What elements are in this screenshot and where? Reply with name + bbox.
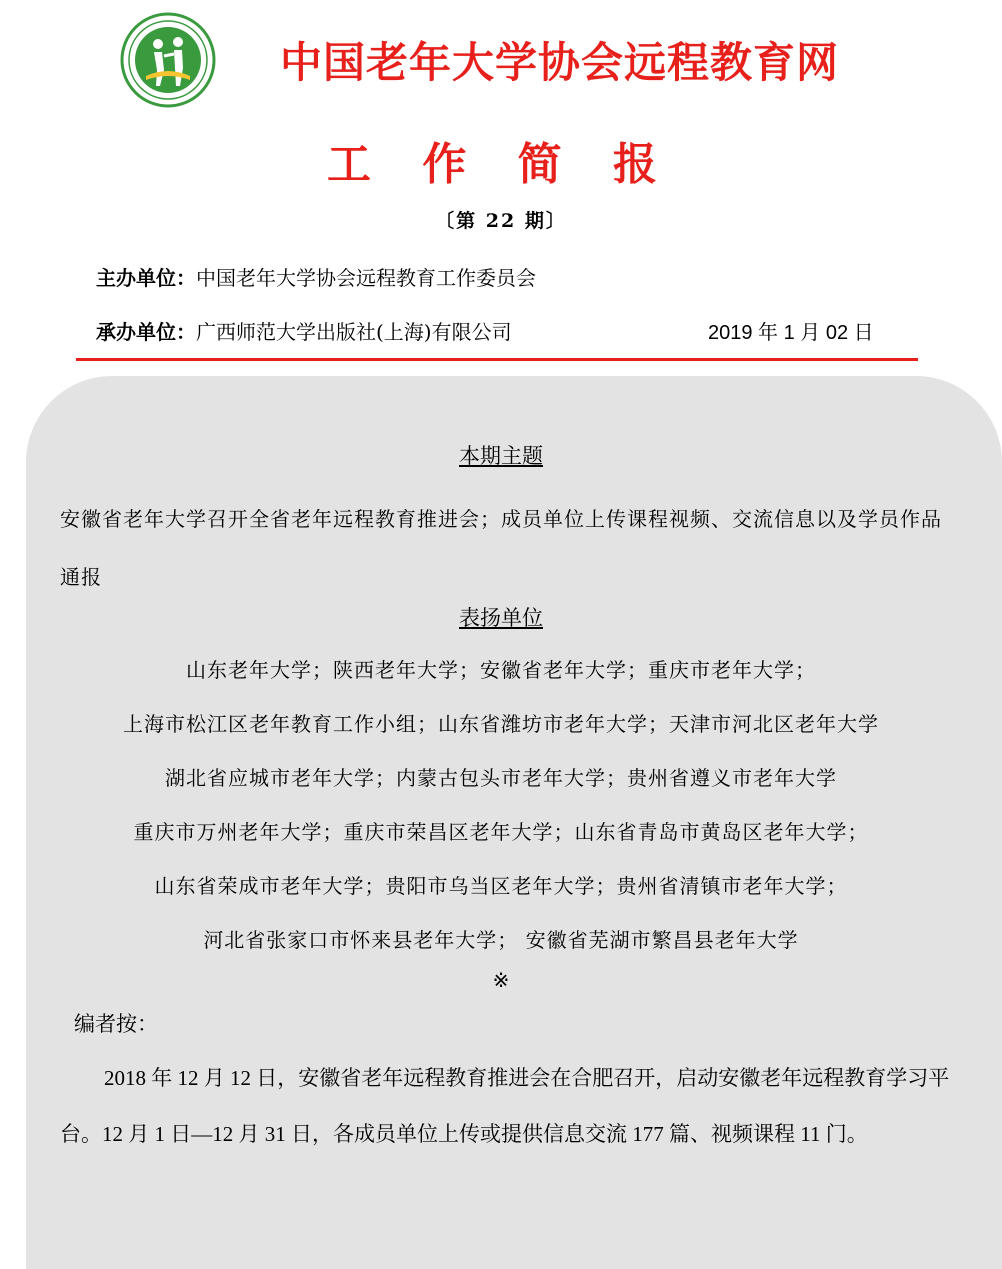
theme-text: 安徽省老年大学召开全省老年远程教育推进会；成员单位上传课程视频、交流信息以及学员作品通报: [60, 507, 942, 589]
host-value: 中国老年大学协会远程教育工作委员会: [196, 266, 536, 290]
host-row: [96, 262, 536, 291]
section-separator: ※: [492, 968, 510, 992]
issue-number: 〔第 22 期〕: [435, 210, 567, 232]
org-title: 中国老年大学协会远程教育网: [280, 38, 840, 87]
association-logo: [120, 12, 216, 108]
issue-date: 2019 年 1 月 02 日: [708, 322, 874, 344]
editor-note-heading: 编者按：: [74, 1012, 158, 1036]
organizer-label: 承办单位：: [96, 320, 196, 344]
praise-line: 湖北省应城市老年大学；内蒙古包头市老年大学；贵州省遵义市老年大学: [165, 766, 837, 790]
praise-line: 上海市松江区老年教育工作小组；山东省潍坊市老年大学；天津市河北区老年大学: [123, 712, 879, 736]
praise-line: 河北省张家口市怀来县老年大学； 安徽省芜湖市繁昌县老年大学: [203, 928, 799, 952]
organizer-value: 广西师范大学出版社(上海)有限公司: [196, 320, 512, 344]
praise-line: 重庆市万州老年大学；重庆市荣昌区老年大学；山东省青岛市黄岛区老年大学；: [133, 820, 869, 844]
theme-heading: 本期主题: [459, 444, 543, 468]
header-divider: [76, 358, 918, 361]
doc-title: 工 作 简 报: [327, 139, 675, 190]
praise-line: 山东老年大学；陕西老年大学；安徽省老年大学；重庆市老年大学；: [186, 658, 816, 682]
praise-heading: 表扬单位: [459, 606, 543, 630]
editor-note-body: 2018 年 12 月 12 日，安徽省老年远程教育推进会在合肥召开，启动安徽老年远程教育学习平台。12 月 1 日—12 月 31 日，各成员单位上传或提供信息交流 177 篇、视频课程 11 门。: [60, 1066, 950, 1146]
praise-line: 山东省荣成市老年大学；贵阳市乌当区老年大学；贵州省清镇市老年大学；: [154, 874, 848, 898]
host-label: 主办单位：: [96, 266, 196, 290]
